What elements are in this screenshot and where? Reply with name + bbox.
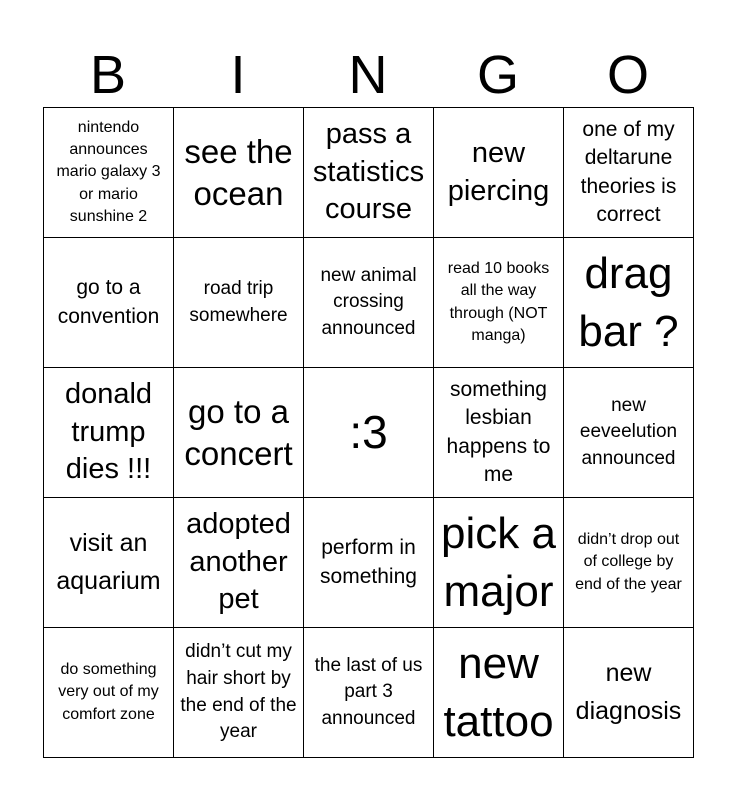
bingo-cell[interactable]: drag bar ?	[564, 238, 694, 368]
bingo-cell[interactable]: donald trump dies !!!	[44, 368, 174, 498]
bingo-cell[interactable]: something lesbian happens to me	[434, 368, 564, 498]
bingo-cell[interactable]: didn’t drop out of college by end of the year	[564, 498, 694, 628]
bingo-cell[interactable]: do something very out of my comfort zone	[44, 628, 174, 758]
bingo-header	[43, 44, 693, 106]
header-letter-o: O	[606, 45, 649, 105]
bingo-cell[interactable]: see the ocean	[174, 108, 304, 238]
bingo-cell[interactable]: go to a convention	[44, 238, 174, 368]
bingo-cell[interactable]: new animal crossing announced	[304, 238, 434, 368]
bingo-cell[interactable]: visit an aquarium	[44, 498, 174, 628]
bingo-cell[interactable]: adopted another pet	[174, 498, 304, 628]
header-letter-n: N	[348, 45, 388, 105]
bingo-cell[interactable]: read 10 books all the way through (NOT manga)	[434, 238, 564, 368]
bingo-cell[interactable]: new eeveelution announced	[564, 368, 694, 498]
bingo-cell[interactable]: the last of us part 3 announced	[304, 628, 434, 758]
bingo-cell[interactable]: one of my deltarune theories is correct	[564, 108, 694, 238]
bingo-board	[43, 107, 694, 758]
bingo-cell[interactable]: road trip somewhere	[174, 238, 304, 368]
header-letter-g: G	[476, 45, 519, 105]
bingo-cell[interactable]: nintendo announces mario galaxy 3 or mario sunshine 2	[44, 108, 174, 238]
bingo-cell[interactable]: :3	[304, 368, 434, 498]
bingo-cell[interactable]: pick a major	[434, 498, 564, 628]
bingo-cell[interactable]: new diagnosis	[564, 628, 694, 758]
bingo-cell[interactable]: go to a concert	[174, 368, 304, 498]
bingo-cell[interactable]: didn’t cut my hair short by the end of the year	[174, 628, 304, 758]
header-letter-b: B	[89, 45, 127, 105]
header-letter-i: I	[230, 45, 246, 105]
bingo-cell[interactable]: perform in something	[304, 498, 434, 628]
bingo-cell[interactable]: pass a statistics course	[304, 108, 434, 238]
bingo-cell[interactable]: new tattoo	[434, 628, 564, 758]
bingo-cell[interactable]: new piercing	[434, 108, 564, 238]
